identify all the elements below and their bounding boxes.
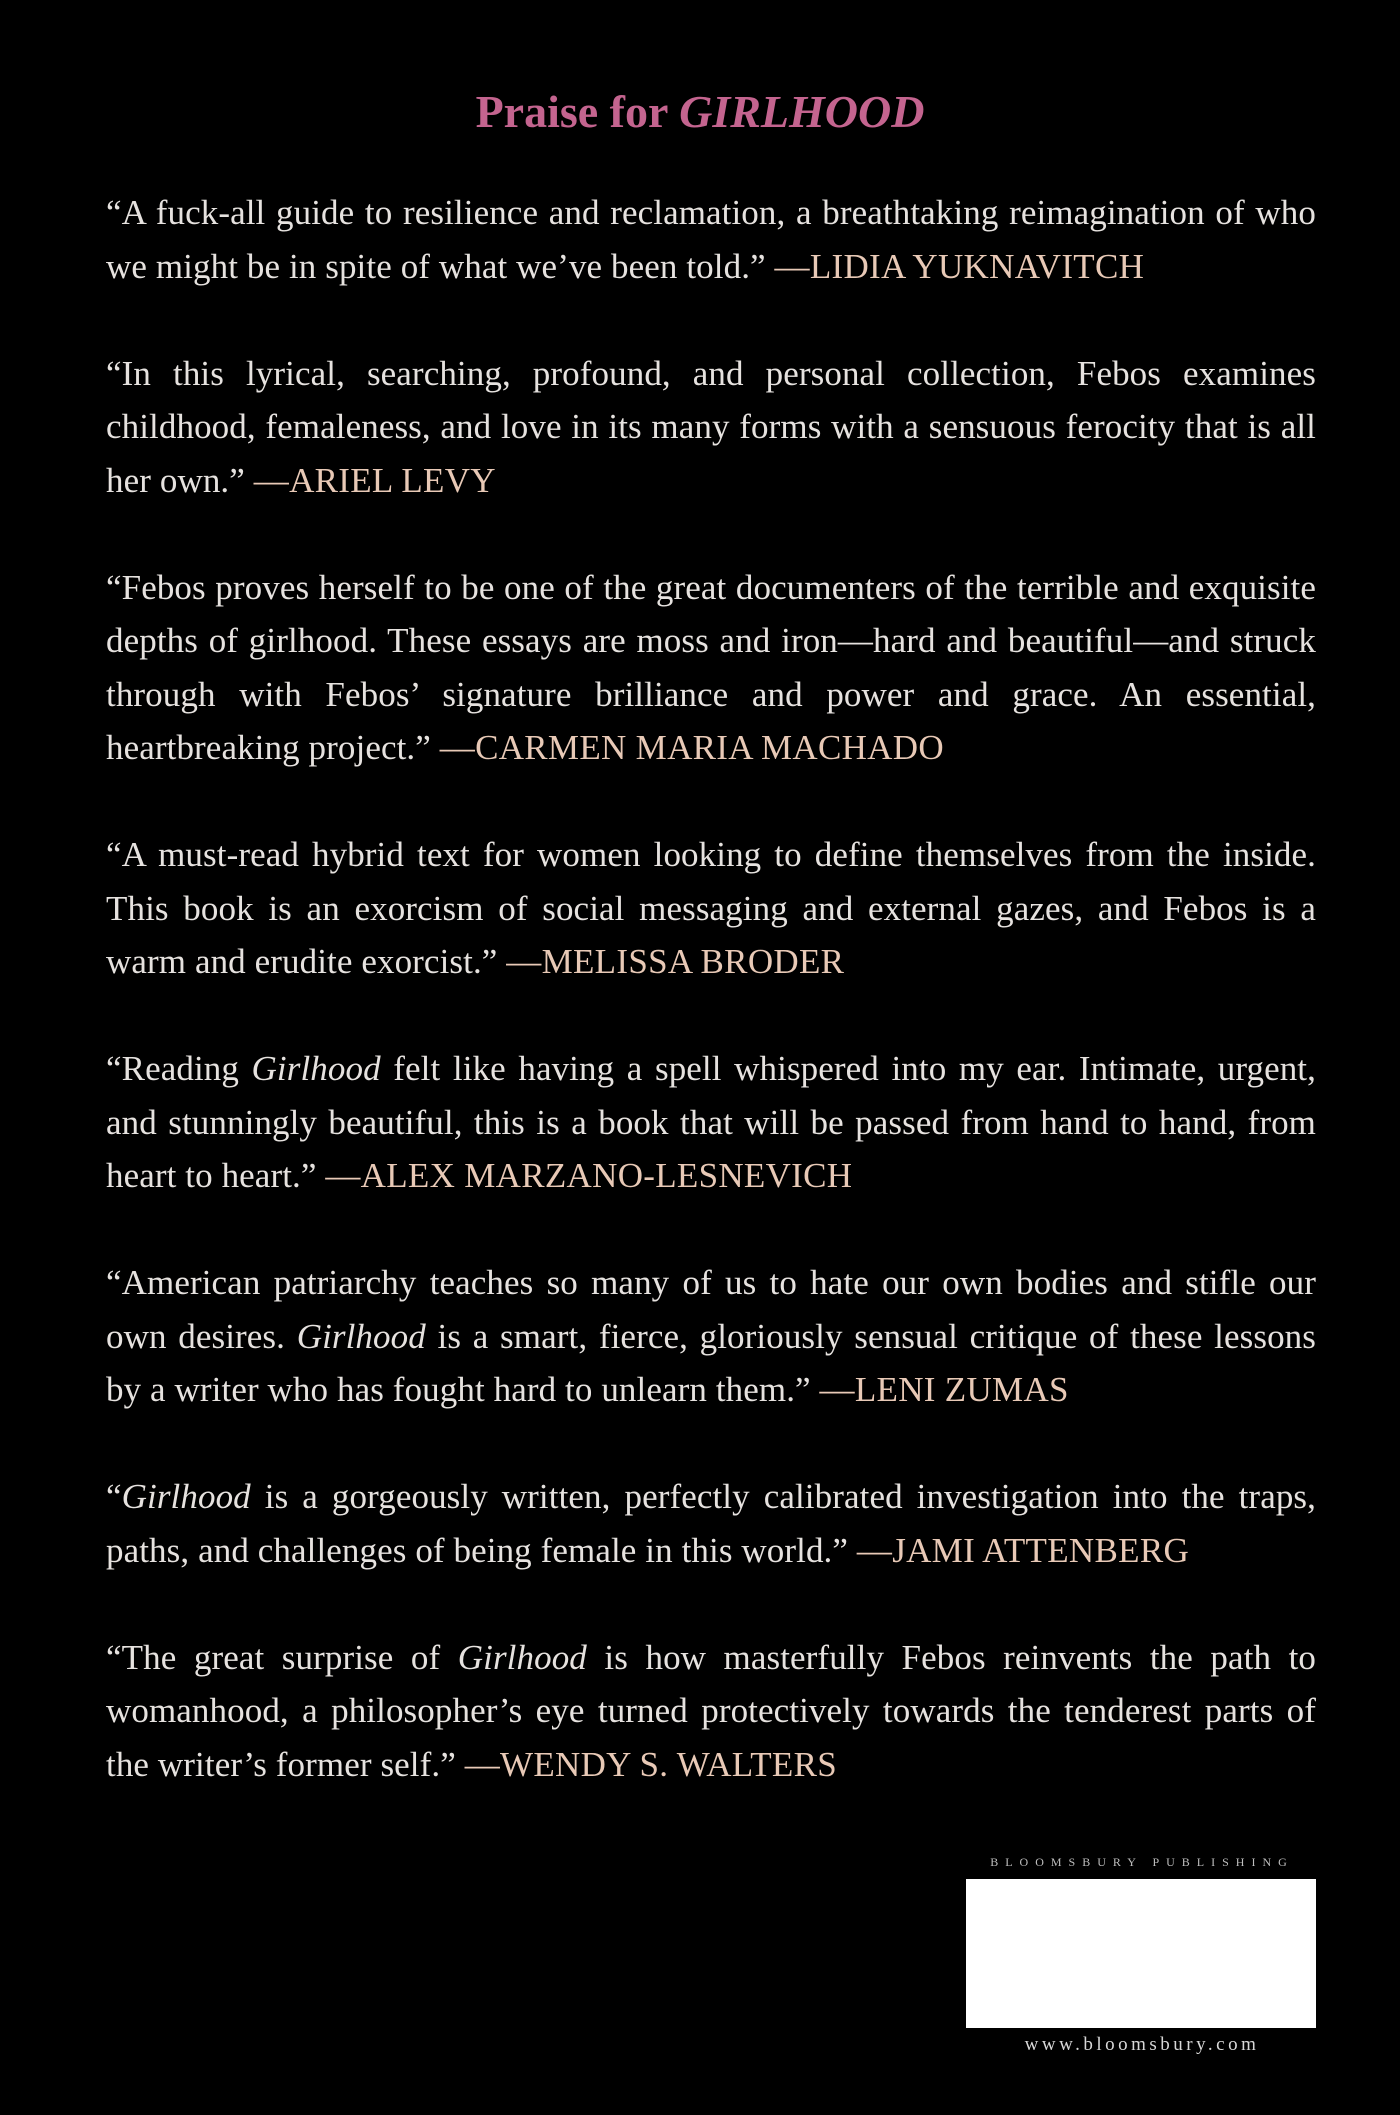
blurb-attribution: —ARIEL LEVY xyxy=(253,460,496,500)
blurb-text: “American patriarchy teaches so many of us to hate our own bodies and stifle our own desires. xyxy=(106,1263,1316,1356)
publisher-imprint: BLOOMSBURY PUBLISHING xyxy=(990,1855,1294,1869)
blurb-list xyxy=(106,186,1316,1845)
blurb-book-title: Girlhood xyxy=(457,1637,587,1677)
blurb-attribution: —LENI ZUMAS xyxy=(819,1370,1069,1409)
blurb-text: is how masterfully Febos reinvents the path to womanhood, a philosopher’s eye turned protectively towards the tenderest parts of the writer’s former self.” xyxy=(106,1637,1316,1784)
praise-heading-book-title: GIRLHOOD xyxy=(679,86,925,137)
blurb-attribution: —WENDY S. WALTERS xyxy=(464,1744,838,1784)
blurb xyxy=(106,828,1316,989)
blurb-attribution: —CARMEN MARIA MACHADO xyxy=(439,728,944,767)
publisher-website: www.bloomsbury.com xyxy=(1024,2034,1260,2055)
blurb-text: is a smart, fierce, gloriously sensual critique of these lessons by a writer who has fought hard to unlearn them.” xyxy=(106,1316,1316,1409)
praise-heading-prefix: Praise for xyxy=(475,86,680,137)
barcode-area xyxy=(966,1879,1316,2028)
blurb xyxy=(106,1631,1316,1792)
blurb xyxy=(106,347,1316,508)
blurb-text: felt like having a spell whispered into my ear. Intimate, urgent, and stunningly beautiful, this is a book that will be passed from hand to hand, from heart to heart.” xyxy=(106,1049,1316,1195)
blurb-book-title: Girlhood xyxy=(296,1316,426,1356)
blurb-book-title: Girlhood xyxy=(251,1049,381,1088)
blurb-text: “Reading xyxy=(106,1049,252,1088)
blurb xyxy=(106,1042,1316,1203)
blurb xyxy=(106,561,1316,775)
blurb-text: “In this lyrical, searching, profound, and personal collection, Febos examines childhood, femaleness, and love in its many forms with a sensuous ferocity that is all her own.” xyxy=(106,353,1316,500)
blurb-attribution: —MELISSA BRODER xyxy=(506,942,845,981)
blurb-book-title: Girlhood xyxy=(121,1477,251,1516)
blurb xyxy=(106,1470,1316,1577)
blurb-text: “The great surprise of xyxy=(106,1637,458,1677)
blurb-attribution: —ALEX MARZANO-LESNEVICH xyxy=(325,1156,853,1195)
blurb xyxy=(106,186,1316,293)
praise-heading xyxy=(0,82,1400,142)
blurb-text: “A must-read hybrid text for women looking to define themselves from the inside. This book is an exorcism of social messaging and external gazes, and Febos is a warm and erudite exorcist.” xyxy=(106,835,1316,981)
blurb-text: “ xyxy=(106,1477,122,1516)
blurb-text: “A fuck-all guide to resilience and reclamation, a breathtaking reimagination of who we might be in spite of what we’ve been told.” xyxy=(106,193,1316,286)
blurb xyxy=(106,1256,1316,1417)
blurb-attribution: —LIDIA YUKNAVITCH xyxy=(774,246,1145,286)
blurb-text: “Febos proves herself to be one of the great documenters of the terrible and exquisite depths of girlhood. These essays are moss and iron—hard and beautiful—and struck through with Febos’ signature brilliance and power and grace. An essential, heartbreaking project.” xyxy=(106,567,1316,767)
blurb-attribution: —JAMI ATTENBERG xyxy=(856,1530,1190,1570)
blurb-text: is a gorgeously written, perfectly calibrated investigation into the traps, paths, and challenges of being female in this world.” xyxy=(106,1477,1316,1570)
